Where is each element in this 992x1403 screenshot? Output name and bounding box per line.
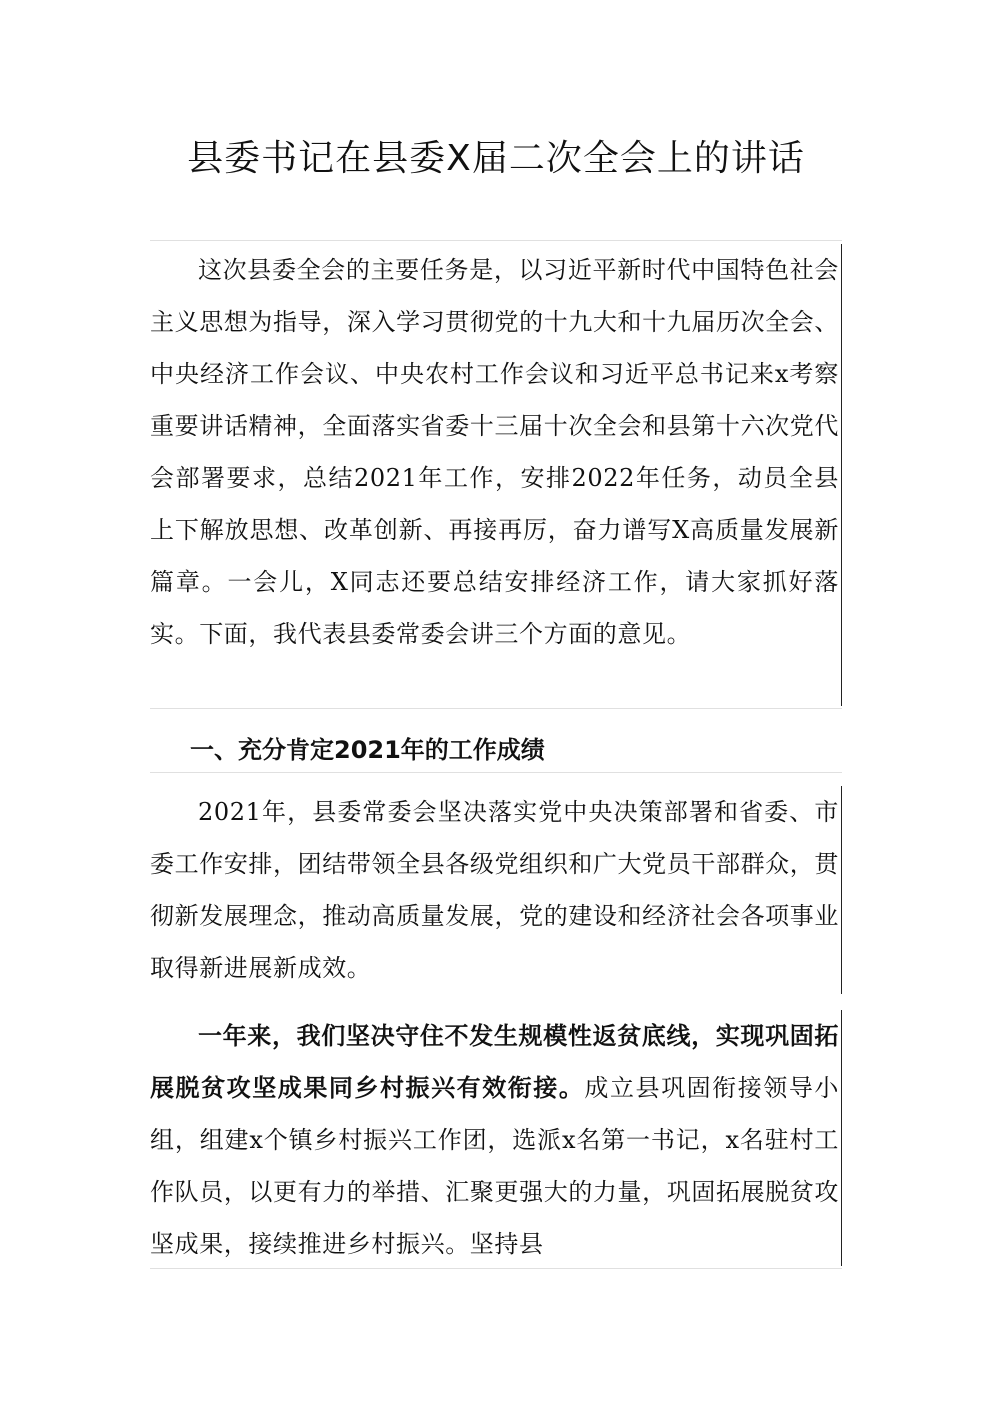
section-heading: 一、充分肯定2021年的工作成绩 xyxy=(190,736,545,764)
point1-block xyxy=(150,1010,842,1266)
divider xyxy=(150,240,842,241)
point1-lead: 一年来，我们坚决守住不发生规模性返贫底线，实现巩固拓展脱贫攻坚成果同乡村振兴有效衔接。 xyxy=(150,1022,839,1102)
divider xyxy=(150,1268,842,1269)
divider xyxy=(150,772,842,773)
document-title: 县委书记在县委X届二次全会上的讲话 xyxy=(187,138,805,179)
point1-paragraph xyxy=(150,1010,841,1270)
point1-body: 成立县巩固衔接领导小组，组建x个镇乡村振兴工作团，选派x名第一书记，x名驻村工作队员，以更有力的举措、汇聚更强大的力量，巩固拓展脱贫攻坚成果，接续推进乡村振兴。坚持县 xyxy=(150,1074,840,1258)
intro-block xyxy=(150,244,842,706)
section1-paragraph: 2021年，县委常委会坚决落实党中央决策部署和省委、市委工作安排，团结带领全县各级党组织和广大党员干部群众，贯彻新发展理念，推动高质量发展，党的建设和经济社会各项事业取得新进展新成效。 xyxy=(150,798,839,982)
divider xyxy=(150,708,842,709)
intro-paragraph: 这次县委全会的主要任务是，以习近平新时代中国特色社会主义思想为指导，深入学习贯彻党的十九大和十九届历次全会、中央经济工作会议、中央农村工作会议和习近平总书记来x考察重要讲话精神，全面落实省委十三届十次全会和县第十六次党代会部署要求，总结2021年工作，安排2022年任务，动员全县上下解放思想、改革创新、再接再厉，奋力谱写X高质量发展新篇章。一会儿，X同志还要总结安排经济工作，请大家抓好落实。下面，我代表县委常委会讲三个方面的意见。 xyxy=(150,256,839,648)
section1-block xyxy=(150,786,842,994)
